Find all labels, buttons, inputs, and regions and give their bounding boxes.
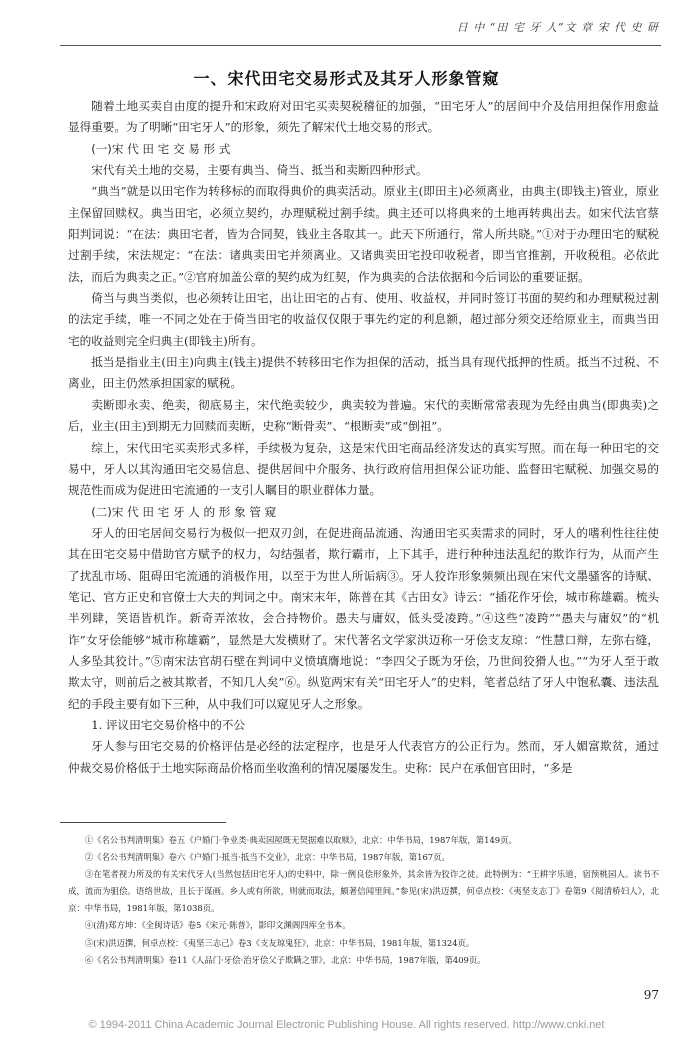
- page-header: [0, 0, 693, 46]
- paragraph-broker-image: 牙人的田宅居间交易行为极似一把双刃剑，在促进商品流通、沟通田宅买卖需求的同时，牙人的嗜利性往往使其在田宅交易中借助官方赋予的权力，勾结强者，欺行霸市，上下其手，进行种种违法乱纪的欺诈行为，从而产生了扰乱市场、阻碍田宅流通的消极作用，以至于为世人所诟病③。牙人狡诈形象频频出现在宋代文墨骚客的诗赋、笔记、官方正史和官僚士大夫的判词之中。南宋末年，陈普在其《古田女》诗云：“插花作牙侩，城市称雄霸。梳头半列肆，笑语皆机诈。新奇弄浓妆，会合持物价。愚夫与庸奴，低头受凌跨。”④这些“凌跨”“愚夫与庸奴”的“机诈”女牙侩能够“城市称雄霸”，显然是大发横财了。宋代著名文学家洪迈称一牙侩支友琼：“性慧口辩，左弥右缝，人多坠其狡计。”⑤南宋法官胡石壁在判词中义愤填膺地说：“李四父子既为牙侩，乃世间狡猾人也。”“为牙人至于敢欺太守，则前后之被其欺者，不知几人矣”⑥。纵览两宋有关“田宅牙人”的史料，笔者总结了牙人中饱私囊、违法乱纪的手段主要有如下三种，从中我们可以窥见牙人之形象。: [68, 525, 659, 711]
- paragraph-diandang: “典当”就是以田宅作为转移标的而取得典价的典卖活动。原业主(即田主)必须离业，由典主(即钱主)管业，原业主保留回赎权。典当田宅，必须立契约，办理赋税过割手续。典主还可以将典来的土地再转典出去。如宋代法官蔡阳判词说：“在法：典田宅者，皆为合同契，钱业主各取其一。此天下所通行，常人所共晓。”①对于办理田宅的赋税过割手续，宋法规定：“在法：诸典卖田宅并须离业。又诸典卖田宅投印收税者，即当官推割，开收税租。必依此法，而后为典卖之正。”②官府加盖公章的契约成为红契，作为典卖的合法依据和今后词讼的重要证据。: [68, 184, 659, 284]
- footnote-5: ⑤(宋)洪迈撰，何卓点校：《夷坚三志己》卷3《支友琼鬼狂》，北京：中华书局，1981年版，第1324页。: [84, 937, 475, 948]
- footnote-3: ③在笔者视力所及的有关宋代牙人(当然包括田宅牙人)的史料中，除一例良侩形象外，其余皆为狡诈之徒。此特例为：“王耕字乐道，宿预桃园人。读书不成，流而为驵侩。语络世故，且长于谋画。乡人或有所欲，则就而取法，颇著信闻里间。”参见(宋)洪迈撰，何卓点校：《夷坚支志丁》卷第9《阅清桥妇人》，北京：中华书局，1981年版，第1038页。: [68, 869, 659, 914]
- paragraph-intro: 随着土地买卖自由度的提升和宋政府对田宅买卖契税稽征的加强，“田宅牙人”的居间中介及信用担保作用愈益显得重要。为了明晰“田宅牙人”的形象，须先了解宋代土地交易的形式。: [68, 99, 659, 135]
- footnote-2: ②《名公书判清明集》卷六《户婚门·抵当·抵当不交业》，北京：中华书局，1987年版，第167页。: [84, 852, 450, 863]
- paragraph-pricing: 牙人参与田宅交易的价格评估是必经的法定程序，也是牙人代表官方的公正行为。然而，牙人媚富欺贫，通过仲裁交易价格低于土地实际商品价格而坐收渔利的情况屡屡发生。史称：民户在承佃官田时，“多是: [68, 739, 659, 775]
- page-number: 97: [643, 988, 659, 1002]
- footnote-4: ④(清)郑方坤：《全闽诗话》卷5《宋元·陈普》，影印文渊阁四库全书本。: [84, 920, 351, 931]
- paragraph-didang: 抵当是指业主(田主)向典主(钱主)提供不转移田宅作为担保的活动，抵当具有现代抵押的性质。抵当不过税、不离业，田主仍然承担国家的赋税。: [68, 355, 659, 391]
- running-title: 日 中 “田 宅 牙 人”文 章 宋 代 史 研: [456, 21, 659, 34]
- footnotes: [68, 832, 659, 969]
- footnote-1: ①《名公书判清明集》卷五《户婚门·争业类·典卖园屋既无契据难以取赎》，北京：中华书局，1987年版，第149页。: [84, 835, 517, 845]
- header-rule: [60, 45, 661, 46]
- body-text: [68, 96, 659, 779]
- subheading-transaction-forms: (一)宋 代 田 宅 交 易 形 式: [91, 141, 231, 156]
- paragraph-summary: 综上，宋代田宅买卖形式多样，手续极为复杂，这是宋代田宅商品经济发达的真实写照。而在每一种田宅的交易中，牙人以其沟通田宅交易信息、提供居间中介服务、执行政府信用担保公证功能、监督田宅赋税、加强交易的规范性而成为促进田宅流通的一支引人瞩目的职业群体力量。: [68, 440, 659, 498]
- footnote-rule: [60, 822, 226, 823]
- section-title: 一、宋代田宅交易形式及其牙人形象管窥: [193, 69, 500, 88]
- paragraph-maiduan: 卖断即永卖、绝卖，彻底易主，宋代绝卖较少，典卖较为普遍。宋代的卖断常常表现为先经由典当(即典卖)之后，业主(田主)到期无力回赎而卖断，史称“断骨卖”、“根断卖”或“倒祖”。: [68, 397, 659, 434]
- subheading-broker-image: (二)宋 代 田 宅 牙 人 的 形 象 管 窥: [91, 504, 277, 519]
- paragraph-yidang: 倚当与典当类似，也必须转让田宅，出让田宅的占有、使用、收益权，并同时签订书面的契约和办理赋税过割的法定手续，唯一不同之处在于倚当田宅的收益仅仅限于事先约定的利息额，超过部分须交还给原业主，而典当田宅的收益则完全归典主(即钱主)所有。: [68, 291, 659, 348]
- paragraph-forms-overview: 宋代有关土地的交易，主要有典当、倚当、抵当和卖断四种形式。: [91, 163, 428, 178]
- copyright-notice: © 1994-2011 China Academic Journal Electronic Publishing House. All rights reserved. http://www.cnki.net: [88, 1019, 605, 1031]
- paragraph-point-1: 1. 评议田宅交易价格中的不公: [91, 717, 246, 732]
- footnote-6: ⑥《名公书判清明集》卷11《人品门·牙侩·治牙侩父子欺瞒之罪》，北京：中华书局，1987年版，第409页。: [84, 954, 486, 965]
